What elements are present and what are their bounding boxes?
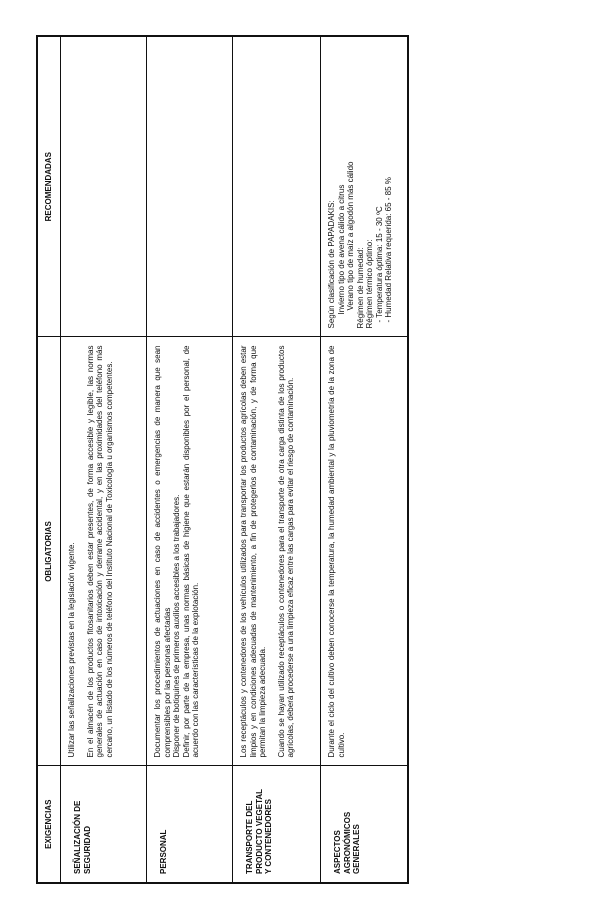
- exigencia-line: ASPECTOS: [333, 830, 342, 874]
- obligatoria-paragraph: Documentar los procedimientos de actuaciones en caso de accidentes o emergencias de manera que sean comprensibles por las personas afectadas Disponer de botiquines de primeros auxilios accesibles a los trabajadores. Definir, por parte de la empresa, unas normas básicas de higiene que estarán disponibles por el personal, de acuerdo con las características de la explotación.: [153, 345, 200, 758]
- exigencia-line: TRANSPORTE DEL: [245, 800, 254, 874]
- recomendada-line: Verano tipo de maíz a algodón más cálido: [346, 161, 355, 311]
- recomendadas-cell: [147, 36, 233, 337]
- exigencia-line: SEGURIDAD: [82, 825, 92, 874]
- obligatoria-paragraph: Utilizar las señalizaciones previstas en la legislación vigente.: [67, 542, 76, 758]
- exigencia-line: PERSONAL: [159, 829, 168, 874]
- recomendada-line: Régimen de humedad:: [355, 247, 365, 329]
- recomendadas-cell: [61, 36, 147, 337]
- exigencia-line: Y CONTENEDORES: [264, 799, 273, 874]
- obligatorias-cell: [321, 337, 409, 766]
- obligatoria-paragraph: Los receptáculos y contenedores de los vehículos utilizados para transportar los productos agrícolas deben estar limpios y en condiciones adecuadas de mantenimiento, a fin de protegerlos de contaminación, y de forma que permitan la limpieza adecuada.: [239, 345, 267, 758]
- exigencia-cell: [321, 766, 409, 883]
- recomendadas-cell: [321, 36, 409, 337]
- rotated-page: [36, 37, 409, 884]
- obligatorias-cell: [61, 337, 147, 766]
- obligatorias-cell: [147, 337, 233, 766]
- exigencia-cell: [147, 766, 233, 883]
- exigencia-line: GENERALES: [352, 824, 361, 874]
- header-exigencias: EXIGENCIAS: [37, 766, 61, 883]
- table-row: [147, 36, 233, 883]
- header-row: [37, 36, 61, 883]
- exigencia-cell: [233, 766, 321, 883]
- exigencia-line: PRODUCTO VEGETAL: [254, 788, 264, 874]
- table-row: [233, 36, 321, 883]
- table-row: [61, 36, 147, 883]
- obligatoria-paragraph: Cuando se hayan utilizado receptáculos o contenedores para el transporte de otra carga distinta de los productos agrícolas, deberá procederse a una limpieza eficaz entre las cargas para evitar el riesgo de contaminación.: [276, 345, 295, 758]
- recomendadas-cell: [233, 36, 321, 337]
- obligatorias-cell: [233, 337, 321, 766]
- recomendada-line: - Temperatura óptima: 15 - 30 ºC: [374, 206, 384, 323]
- recomendada-line: Según clasificación de PAPADAKIS:: [327, 200, 336, 329]
- recomendada-line: Invierno tipo de avena cálido a citrus: [336, 184, 346, 315]
- obligatoria-paragraph: Durante el ciclo del cultivo deben conocerse la temperatura, la humedad ambiental y la pluviometría de la zona de cultivo.: [327, 345, 346, 758]
- header-obligatorias: OBLIGATORIAS: [37, 337, 61, 766]
- requirements-table: [36, 35, 409, 884]
- obligatoria-paragraph: En el almacén de los productos fitosanitarios deben estar presentes, de forma accesible y legible, las normas generales de actuación en caso de intoxicación y derrame accidental, y en las proximidades del teléfono más cercano, un listado de los números de teléfono del Instituto Nacional de Toxicología u organismos competentes.: [85, 345, 114, 758]
- exigencia-line: AGRONÓMICOS: [342, 811, 352, 874]
- recomendada-line: Régimen térmico óptimo:: [365, 239, 374, 329]
- table-row: [321, 36, 409, 883]
- header-recomendadas: RECOMENDADAS: [37, 36, 61, 337]
- recomendada-line: - Humedad Relativa requerida: 65 - 85 %: [384, 177, 393, 323]
- exigencia-line: SEÑALIZACIÓN DE: [73, 800, 82, 874]
- exigencia-cell: [61, 766, 147, 883]
